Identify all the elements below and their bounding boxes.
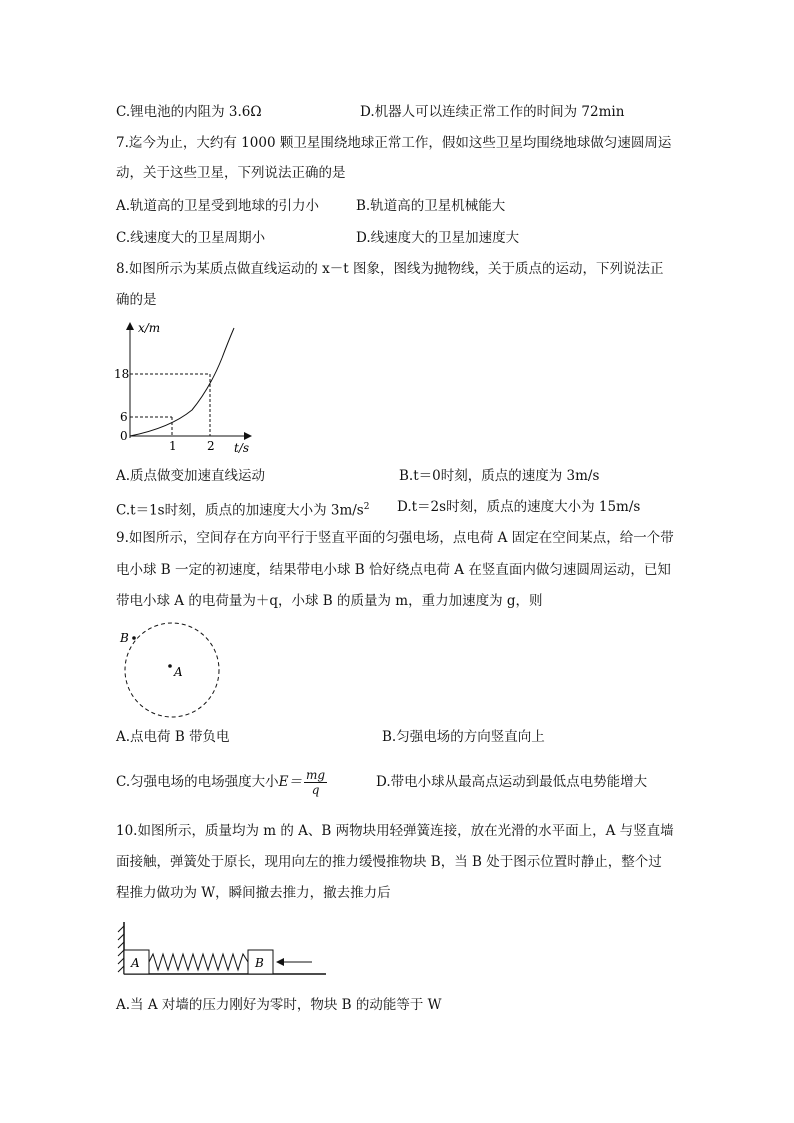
q8-stem-line2: 确的是 [116,292,157,308]
q9-stem-line2: 电小球 B 一定的初速度，结果带电小球 B 恰好绕点电荷 A 在竖直面内做匀速圆周运动，已知 [116,562,671,578]
q10-option-a: A.当 A 对墙的压力刚好为零时，物块 B 的动能等于 W [116,997,442,1013]
label-b: B [120,631,129,645]
q9-option-d: D.带电小球从最高点运动到最低点电势能增大 [376,774,648,790]
q8-stem-line1: 8.如图所示为某质点做直线运动的 x－t 图象，图线为抛物线，关于质点的运动，下列说法正 [116,261,664,277]
point-a [168,664,172,668]
spring [149,954,248,970]
q9-stem-line3: 带电小球 A 的电荷量为＋q，小球 B 的质量为 m，重力加速度为 g，则 [116,593,543,609]
parabola-curve [130,358,222,436]
x-axis-label: t/s [234,441,250,455]
q9-stem-line1: 9.如图所示，空间存在方向平行于竖直平面的匀强电场，点电荷 A 固定在空间某点，给一个带 [116,530,674,546]
dashed-orbit [125,623,219,717]
q8-option-b: B.t＝0时刻，质点的速度为 3m/s [399,468,600,484]
label-a: A [174,665,183,679]
q7-stem-line2: 动，关于这些卫星，下列说法正确的是 [116,165,346,181]
q8-option-d: D.t＝2s时刻，质点的速度大小为 15m/s [397,499,641,515]
point-b [132,636,136,640]
block-b-label: B [255,956,264,970]
x-tick-1: 1 [169,439,177,453]
q9-fraction: $\frac{mg}{q}$ [306,768,326,797]
q10-stem-line3: 程推力做功为 W，瞬间撤去推力，撤去推力后 [116,885,391,901]
q8-option-c-exponent: 2 [363,502,370,512]
q7-option-a: A.轨道高的卫星受到地球的引力小 [116,198,320,214]
q10-stem-line2: 面接触，弹簧处于原长，现用向左的推力缓慢推物块 B，当 B 处于图示位置时静止，整个过 [116,854,662,870]
block-a-label: A [131,956,140,970]
q8-option-a: A.质点做变加速直线运动 [116,468,266,484]
q9-option-c: C.匀强电场的电场强度大小E＝ $\frac{mg}{q}$ [116,768,326,797]
q7-option-b: B.轨道高的卫星机械能大 [356,198,506,214]
q6-option-c: C.锂电池的内阻为 3.6Ω [116,104,262,120]
q6-option-d: D.机器人可以连续正常工作的时间为 72min [360,104,625,120]
q9-option-b: B.匀强电场的方向竖直向上 [382,729,545,745]
q7-option-c: C.线速度大的卫星周期小 [116,230,266,246]
q8-option-c: C.t＝1s时刻，质点的加速度大小为 $3m/s^2$ [116,502,370,519]
q9-formula-lhs: E＝ [278,774,302,790]
spring-figure [112,916,332,982]
x-tick-2: 2 [207,439,215,453]
xt-graph [110,318,270,458]
y-tick-6: 6 [120,410,128,424]
y-axis-label: x/m [138,321,161,335]
circle-figure [112,618,232,722]
q7-stem-line1: 7.迄今为止，大约有 1000 颗卫星围绕地球正常工作，假如这些卫星均围绕地球做匀速圆周运 [116,135,672,151]
y-tick-18: 18 [114,367,130,381]
q7-option-d: D.线速度大的卫星加速度大 [356,230,520,246]
origin-label: 0 [120,429,128,443]
q9-option-a: A.点电荷 B 带负电 [116,729,230,745]
q10-stem-line1: 10.如图所示，质量均为 m 的 A、B 两物块用轻弹簧连接，放在光滑的水平面上，A 与竖直墙 [116,823,674,839]
